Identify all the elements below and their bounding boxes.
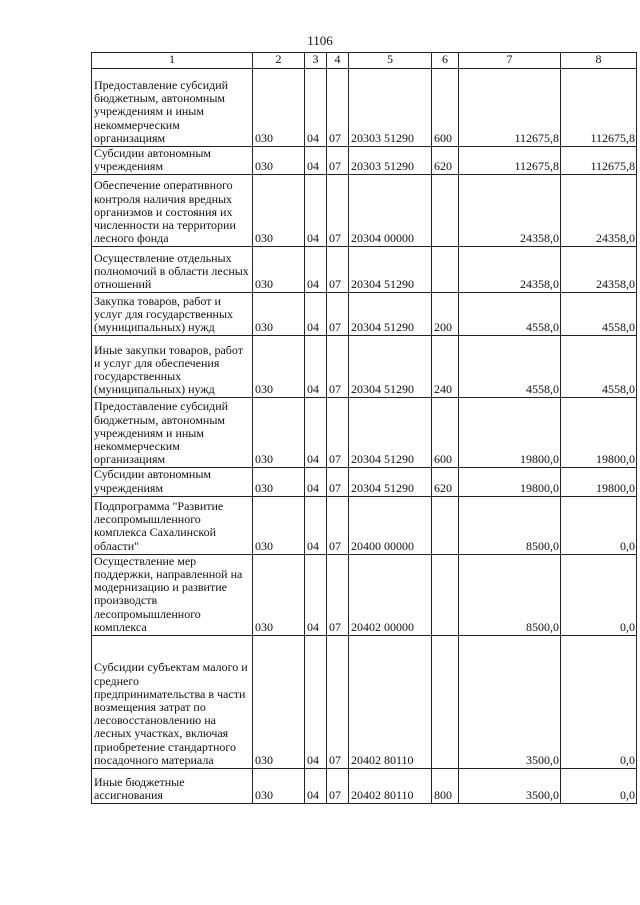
- amount-cell: 0,0: [561, 496, 637, 554]
- table-row: [92, 247, 637, 293]
- subsection-code-cell: 07: [327, 175, 349, 247]
- row-name-cell: Субсидии автономным учреждениям: [92, 468, 253, 496]
- amount-cell: 19800,0: [459, 468, 561, 496]
- table-header-row: [92, 53, 637, 69]
- table-row: [92, 175, 637, 247]
- section-code-cell: 04: [305, 398, 327, 468]
- section-code-cell: 04: [305, 293, 327, 336]
- expense-type-cell: [432, 636, 459, 769]
- amount-cell: 0,0: [561, 554, 637, 635]
- ministry-code-cell: 030: [253, 636, 305, 769]
- section-code-cell: 04: [305, 468, 327, 496]
- table-row: [92, 496, 637, 554]
- row-name-cell: Предоставление субсидий бюджетным, автономным учреждениям и иным некоммерческим организациям: [92, 69, 253, 147]
- ministry-code-cell: 030: [253, 69, 305, 147]
- section-code-cell: 04: [305, 554, 327, 635]
- expense-type-cell: 800: [432, 769, 459, 804]
- subsection-code-cell: 07: [327, 398, 349, 468]
- column-header: 6: [432, 53, 459, 69]
- table-row: [92, 69, 637, 147]
- target-article-cell: 20304 51290: [349, 468, 432, 496]
- ministry-code-cell: 030: [253, 554, 305, 635]
- amount-cell: 8500,0: [459, 554, 561, 635]
- subsection-code-cell: 07: [327, 769, 349, 804]
- amount-cell: 4558,0: [561, 293, 637, 336]
- budget-table: [91, 52, 637, 804]
- ministry-code-cell: 030: [253, 769, 305, 804]
- row-name-cell: Осуществление отдельных полномочий в области лесных отношений: [92, 247, 253, 293]
- expense-type-cell: 620: [432, 468, 459, 496]
- section-code-cell: 04: [305, 175, 327, 247]
- ministry-code-cell: 030: [253, 496, 305, 554]
- table-row: [92, 293, 637, 336]
- target-article-cell: 20304 00000: [349, 175, 432, 247]
- section-code-cell: 04: [305, 69, 327, 147]
- row-name-cell: Иные закупки товаров, работ и услуг для обеспечения государственных (муниципальных) нужд: [92, 336, 253, 398]
- row-name-cell: Осуществление мер поддержки, направленной на модернизацию и развитие производств лесопромышленного комплекса: [92, 554, 253, 635]
- table-row: [92, 468, 637, 496]
- subsection-code-cell: 07: [327, 293, 349, 336]
- section-code-cell: 04: [305, 496, 327, 554]
- amount-cell: 8500,0: [459, 496, 561, 554]
- table-row: [92, 636, 637, 769]
- expense-type-cell: [432, 496, 459, 554]
- expense-type-cell: 600: [432, 69, 459, 147]
- ministry-code-cell: 030: [253, 468, 305, 496]
- subsection-code-cell: 07: [327, 636, 349, 769]
- ministry-code-cell: 030: [253, 293, 305, 336]
- table-row: [92, 398, 637, 468]
- target-article-cell: 20304 51290: [349, 247, 432, 293]
- amount-cell: 4558,0: [459, 293, 561, 336]
- amount-cell: 112675,8: [561, 147, 637, 175]
- amount-cell: 24358,0: [459, 247, 561, 293]
- column-header: 1: [92, 53, 253, 69]
- amount-cell: 3500,0: [459, 769, 561, 804]
- expense-type-cell: 600: [432, 398, 459, 468]
- target-article-cell: 20402 80110: [349, 636, 432, 769]
- target-article-cell: 20304 51290: [349, 293, 432, 336]
- ministry-code-cell: 030: [253, 247, 305, 293]
- column-header: 7: [459, 53, 561, 69]
- amount-cell: 112675,8: [459, 147, 561, 175]
- section-code-cell: 04: [305, 247, 327, 293]
- row-name-cell: Иные бюджетные ассигнования: [92, 769, 253, 804]
- column-header: 2: [253, 53, 305, 69]
- row-name-cell: Подпрограмма "Развитие лесопромышленного комплекса Сахалинской области": [92, 496, 253, 554]
- expense-type-cell: 620: [432, 147, 459, 175]
- section-code-cell: 04: [305, 769, 327, 804]
- subsection-code-cell: 07: [327, 336, 349, 398]
- ministry-code-cell: 030: [253, 175, 305, 247]
- table-row: [92, 769, 637, 804]
- amount-cell: 24358,0: [459, 175, 561, 247]
- subsection-code-cell: 07: [327, 147, 349, 175]
- target-article-cell: 20303 51290: [349, 69, 432, 147]
- target-article-cell: 20303 51290: [349, 147, 432, 175]
- table-row: [92, 147, 637, 175]
- amount-cell: 19800,0: [459, 398, 561, 468]
- amount-cell: 112675,8: [459, 69, 561, 147]
- section-code-cell: 04: [305, 636, 327, 769]
- expense-type-cell: [432, 175, 459, 247]
- row-name-cell: Субсидии субъектам малого и среднего предпринимательства в части возмещения затрат по лесовосстановлению на лесных участках, включая приобретение стандартного посадочного материала: [92, 636, 253, 769]
- amount-cell: 112675,8: [561, 69, 637, 147]
- ministry-code-cell: 030: [253, 336, 305, 398]
- amount-cell: 4558,0: [561, 336, 637, 398]
- target-article-cell: 20400 00000: [349, 496, 432, 554]
- target-article-cell: 20304 51290: [349, 336, 432, 398]
- expense-type-cell: 200: [432, 293, 459, 336]
- section-code-cell: 04: [305, 336, 327, 398]
- ministry-code-cell: 030: [253, 147, 305, 175]
- column-header: 4: [327, 53, 349, 69]
- row-name-cell: Закупка товаров, работ и услуг для государственных (муниципальных) нужд: [92, 293, 253, 336]
- subsection-code-cell: 07: [327, 554, 349, 635]
- amount-cell: 19800,0: [561, 398, 637, 468]
- amount-cell: 0,0: [561, 636, 637, 769]
- table-row: [92, 336, 637, 398]
- subsection-code-cell: 07: [327, 247, 349, 293]
- subsection-code-cell: 07: [327, 468, 349, 496]
- expense-type-cell: 240: [432, 336, 459, 398]
- subsection-code-cell: 07: [327, 69, 349, 147]
- amount-cell: 24358,0: [561, 247, 637, 293]
- ministry-code-cell: 030: [253, 398, 305, 468]
- amount-cell: 24358,0: [561, 175, 637, 247]
- column-header: 3: [305, 53, 327, 69]
- table-row: [92, 554, 637, 635]
- target-article-cell: 20304 51290: [349, 398, 432, 468]
- page-number: 1106: [307, 33, 333, 48]
- column-header: 5: [349, 53, 432, 69]
- amount-cell: 19800,0: [561, 468, 637, 496]
- subsection-code-cell: 07: [327, 496, 349, 554]
- section-code-cell: 04: [305, 147, 327, 175]
- target-article-cell: 20402 80110: [349, 769, 432, 804]
- column-header: 8: [561, 53, 637, 69]
- target-article-cell: 20402 00000: [349, 554, 432, 635]
- amount-cell: 4558,0: [459, 336, 561, 398]
- expense-type-cell: [432, 247, 459, 293]
- row-name-cell: Обеспечение оперативного контроля наличия вредных организмов и состояния их численности на территории лесного фонда: [92, 175, 253, 247]
- expense-type-cell: [432, 554, 459, 635]
- row-name-cell: Предоставление субсидий бюджетным, автономным учреждениям и иным некоммерческим организациям: [92, 398, 253, 468]
- row-name-cell: Субсидии автономным учреждениям: [92, 147, 253, 175]
- amount-cell: 0,0: [561, 769, 637, 804]
- amount-cell: 3500,0: [459, 636, 561, 769]
